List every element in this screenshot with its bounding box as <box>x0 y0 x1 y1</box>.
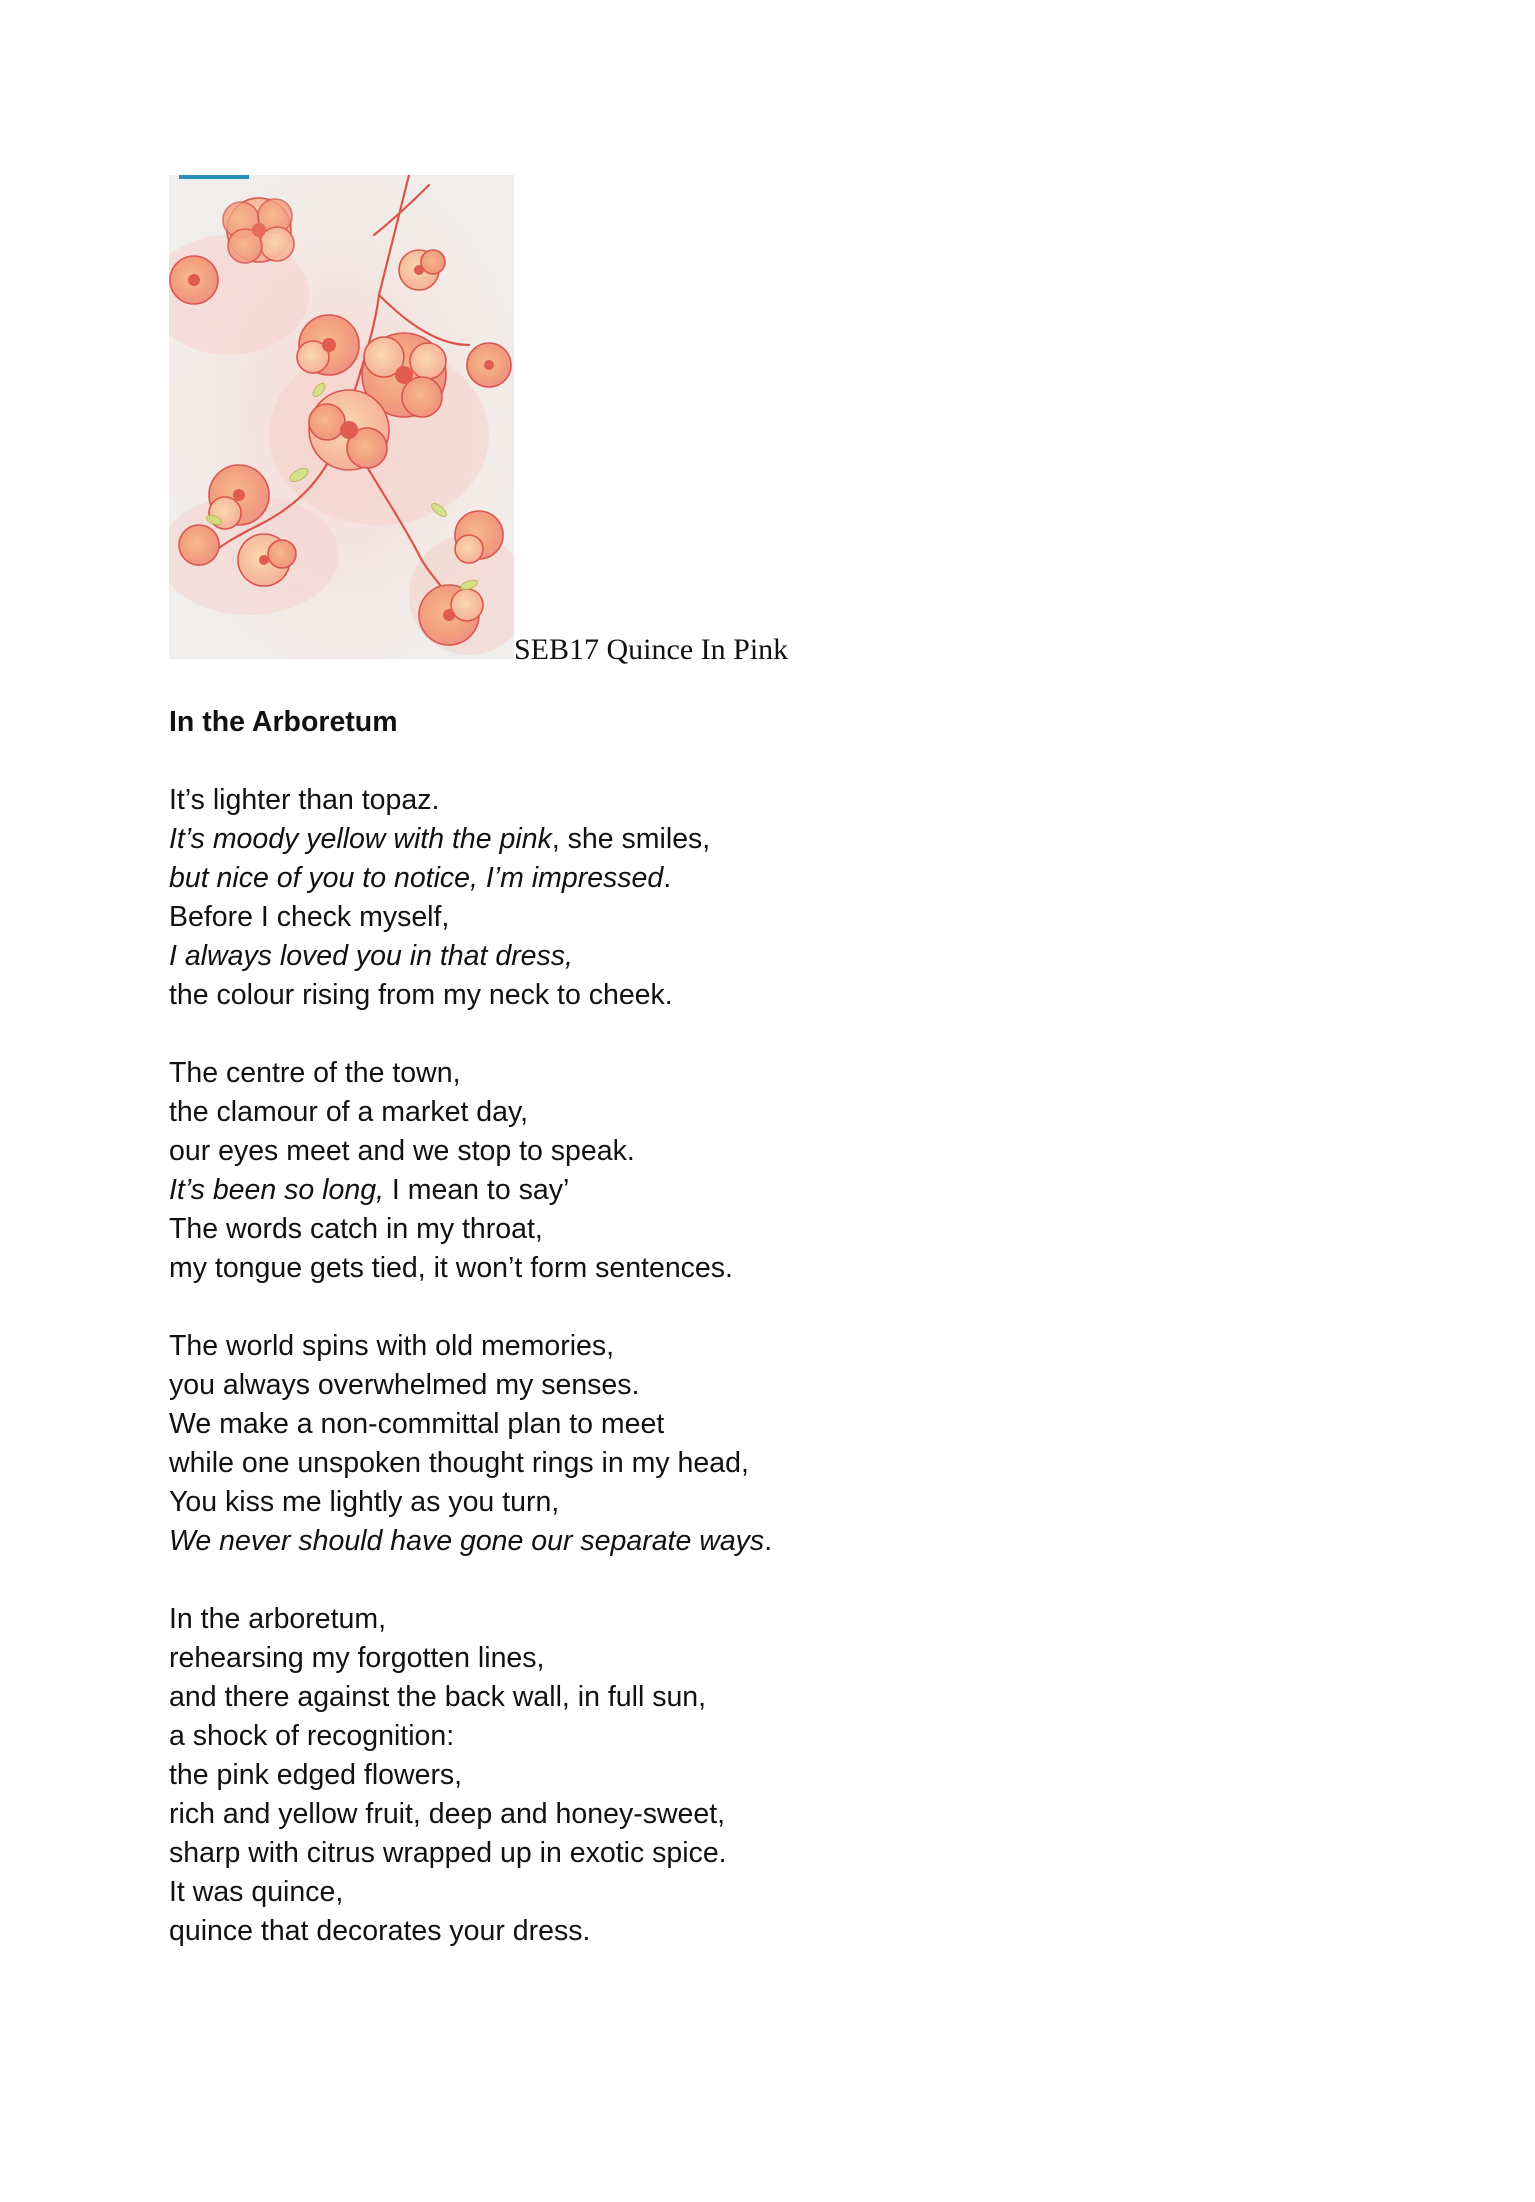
poem-line <box>169 859 772 898</box>
poem-line <box>169 937 772 976</box>
poem-line <box>169 898 772 937</box>
poem-line <box>169 1912 772 1951</box>
poem-line <box>169 1834 772 1873</box>
text: It was quince, <box>169 1876 344 1908</box>
poem-line <box>169 1639 772 1678</box>
text: The world spins with old memories, <box>169 1330 615 1362</box>
text: The centre of the town, <box>169 1057 461 1089</box>
text: the colour rising from my neck to cheek. <box>169 979 673 1011</box>
text: you always overwhelmed my senses. <box>169 1369 640 1401</box>
poem-line <box>169 1444 772 1483</box>
poem-line <box>169 1132 772 1171</box>
text: our eyes meet and we stop to speak. <box>169 1135 635 1167</box>
poem-line <box>169 1600 772 1639</box>
text: Before I check myself, <box>169 901 450 933</box>
stanza-4 <box>169 1600 772 1951</box>
text: quince that decorates your dress. <box>169 1915 591 1947</box>
text: the clamour of a market day, <box>169 1096 529 1128</box>
italic-text: but nice of you to notice, I’m impressed <box>169 862 664 894</box>
italic-text: It’s been so long, <box>169 1174 384 1206</box>
poem-line <box>169 820 772 859</box>
poem-line <box>169 976 772 1015</box>
italic-text: We never should have gone our separate ways <box>169 1525 765 1557</box>
poem-line <box>169 781 772 820</box>
text: rehearsing my forgotten lines, <box>169 1642 545 1674</box>
stanza-3 <box>169 1327 772 1561</box>
quince-blossom-painting <box>169 175 514 659</box>
poem-line <box>169 1717 772 1756</box>
text: sharp with citrus wrapped up in exotic spice. <box>169 1837 727 1869</box>
text: We make a non-committal plan to meet <box>169 1408 665 1440</box>
poem-line <box>169 1405 772 1444</box>
poem-line <box>169 1171 772 1210</box>
poem-line <box>169 1327 772 1366</box>
text: while one unspoken thought rings in my head, <box>169 1447 749 1479</box>
italic-text: I always loved you in that dress, <box>169 940 573 972</box>
poem-body <box>169 781 772 1951</box>
poem-line <box>169 1366 772 1405</box>
text: rich and yellow fruit, deep and honey-sweet, <box>169 1798 726 1830</box>
text: a shock of recognition: <box>169 1720 455 1752</box>
poem <box>169 703 772 1951</box>
text: In the arboretum, <box>169 1603 387 1635</box>
poem-title: In the Arboretum <box>169 706 398 738</box>
text: The words catch in my throat, <box>169 1213 543 1245</box>
stanza-2 <box>169 1054 772 1288</box>
text: my tongue gets tied, it won’t form sentences. <box>169 1252 733 1284</box>
stanza-1 <box>169 781 772 1015</box>
italic-text: It’s moody yellow with the pink <box>169 823 552 855</box>
poem-line <box>169 1249 772 1288</box>
poem-line <box>169 1522 772 1561</box>
text: , she smiles, <box>551 823 711 855</box>
poem-line <box>169 1873 772 1912</box>
text: I mean to say’ <box>383 1174 570 1206</box>
text: and there against the back wall, in full sun, <box>169 1681 707 1713</box>
poem-line <box>169 1795 772 1834</box>
figure <box>169 175 789 666</box>
poem-line <box>169 1210 772 1249</box>
poem-line <box>169 1483 772 1522</box>
text: You kiss me lightly as you turn, <box>169 1486 560 1518</box>
poem-line <box>169 1756 772 1795</box>
poem-line <box>169 1678 772 1717</box>
poem-line <box>169 1093 772 1132</box>
image-caption: SEB17 Quince In Pink <box>514 633 789 666</box>
text: It’s lighter than topaz. <box>169 784 440 816</box>
poem-line <box>169 1054 772 1093</box>
text: . <box>663 862 672 894</box>
text: the pink edged flowers, <box>169 1759 463 1791</box>
text: . <box>764 1525 773 1557</box>
